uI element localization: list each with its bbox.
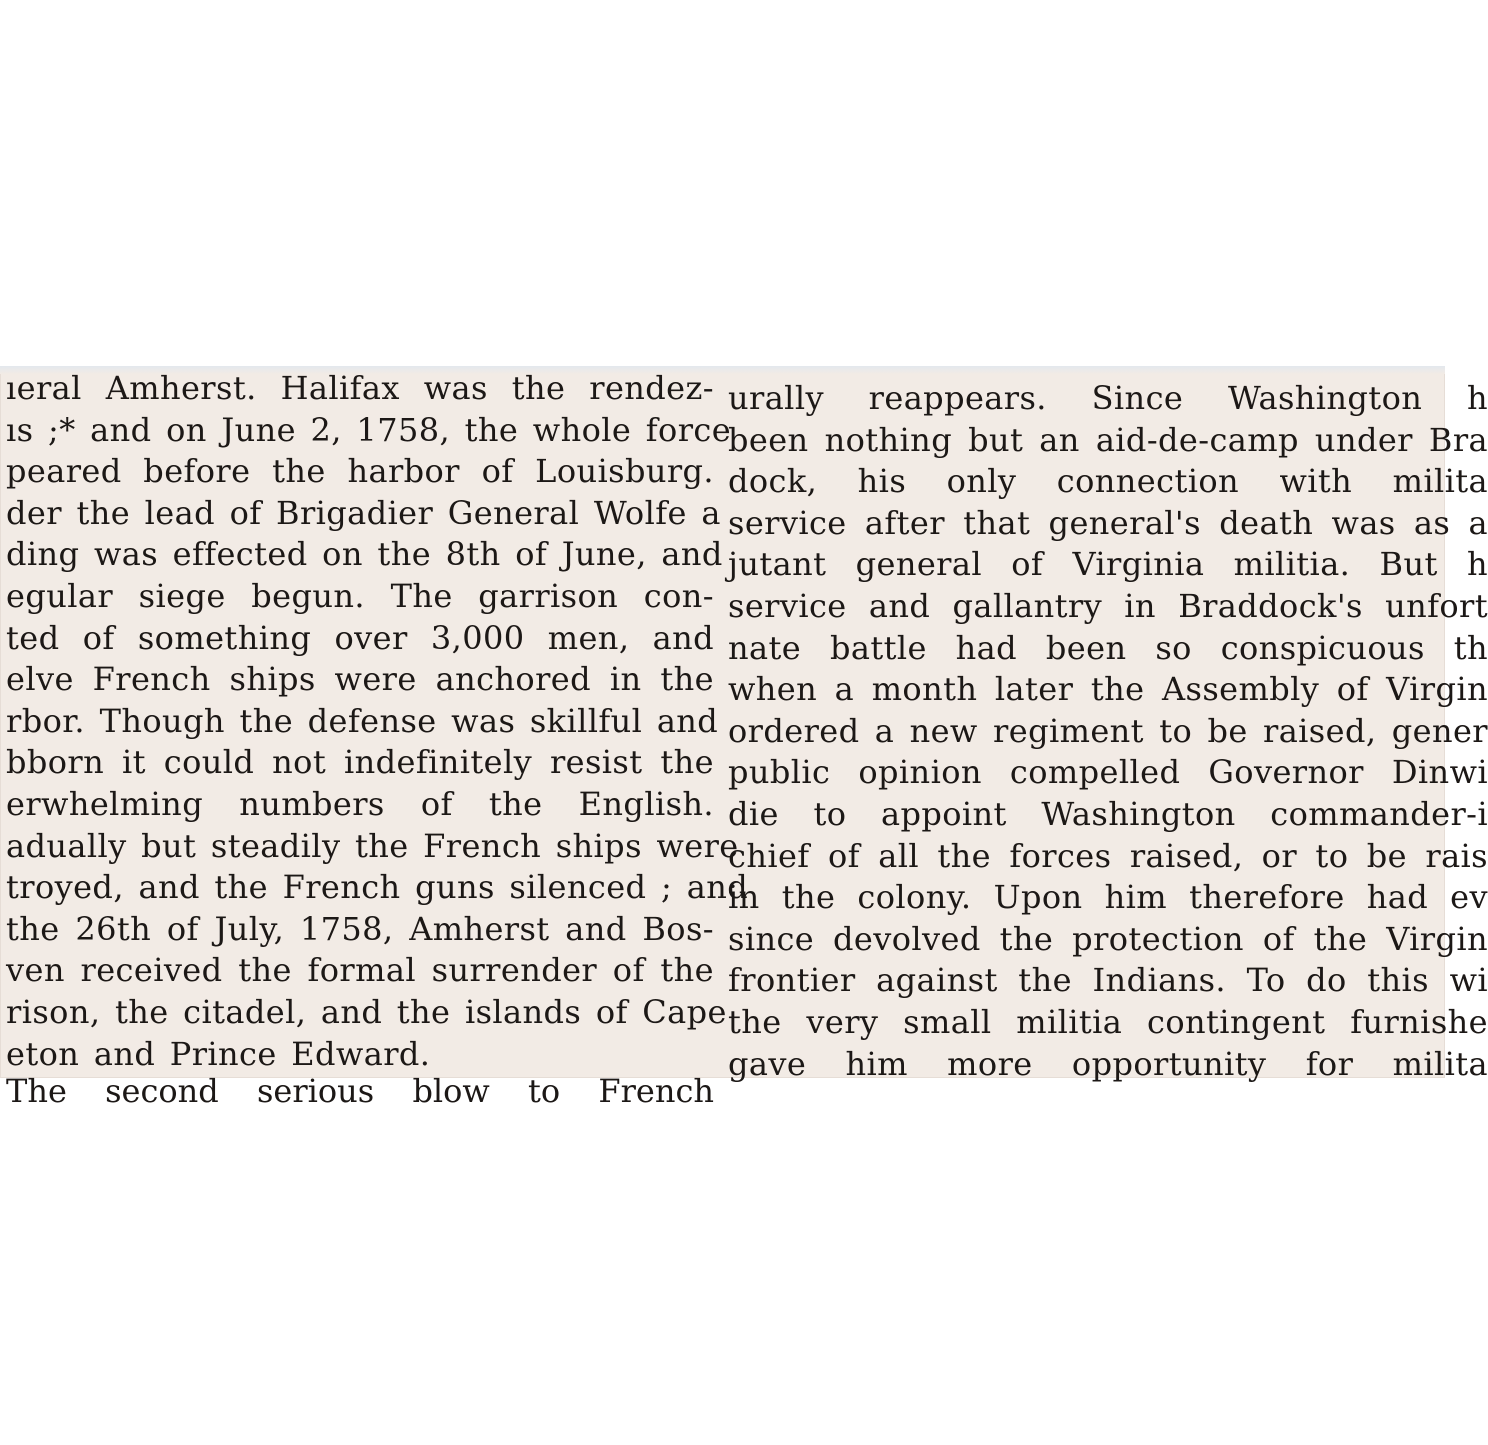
text-line: die to appoint Washington commander-i <box>728 794 1488 833</box>
text-line: urally reappears. Since Washington h <box>728 379 1488 417</box>
text-line: rbor. Though the defense was skillful and <box>6 701 719 740</box>
right-text-column <box>728 378 1488 1085</box>
left-text-column <box>6 368 749 1111</box>
text-line: ven received the formal surrender of the <box>6 951 714 990</box>
text-line: peared before the harbor of Louisburg. <box>6 452 714 491</box>
text-line: gave him more opportunity for milita <box>728 1044 1488 1083</box>
text-line: jutant general of Virginia militia. But h <box>728 545 1488 584</box>
text-line: egular siege begun. The garrison con- <box>6 576 714 615</box>
text-line: ıs ;* and on June 2, 1758, the whole force <box>6 410 732 449</box>
text-line: service after that general's death was as a <box>728 503 1488 542</box>
text-line: chief of all the forces raised, or to be rais <box>728 836 1488 875</box>
text-line: ıeral Amherst. Halifax was the rendez- <box>6 369 714 407</box>
text-line: when a month later the Assembly of Virgin <box>728 670 1488 709</box>
text-line: der the lead of Brigadier General Wolfe a <box>6 493 721 532</box>
text-line: public opinion compelled Governor Dinwi <box>728 753 1488 792</box>
text-line: in the colony. Upon him therefore had ev <box>728 878 1488 917</box>
text-line: adually but steadily the French ships were <box>6 826 739 865</box>
text-line: the 26th of July, 1758, Amherst and Bos- <box>6 909 714 948</box>
text-line: rison, the citadel, and the islands of Cape <box>6 992 727 1031</box>
text-line: eton and Prince Edward. <box>6 1034 431 1073</box>
text-line: nate battle had been so conspicuous th <box>728 628 1488 667</box>
text-line: bborn it could not indefinitely resist the <box>6 743 714 782</box>
text-line: service and gallantry in Braddock's unfort <box>728 586 1488 625</box>
text-line: ding was effected on the 8th of June, and <box>6 535 723 574</box>
cut-off-text-line <box>6 1071 714 1111</box>
text-line: the very small militia contingent furnishe <box>728 1002 1488 1041</box>
text-line: elve French ships were anchored in the <box>6 660 714 699</box>
newspaper-clipping <box>0 366 1488 1111</box>
text-line: since devolved the protection of the Virgin <box>728 919 1488 958</box>
cut-off-text: The second serious blow to French <box>6 1072 714 1111</box>
text-line: been nothing but an aid-de-camp under Bra <box>728 420 1488 459</box>
text-line: frontier against the Indians. To do this wi <box>728 961 1488 1000</box>
text-line: ted of something over 3,000 men, and <box>6 618 714 657</box>
text-line: erwhelming numbers of the English. <box>6 784 714 823</box>
text-line: dock, his only connection with milita <box>728 462 1488 501</box>
text-line: ordered a new regiment to be raised, gener <box>728 711 1488 750</box>
text-line: troyed, and the French guns silenced ; and <box>6 868 749 907</box>
